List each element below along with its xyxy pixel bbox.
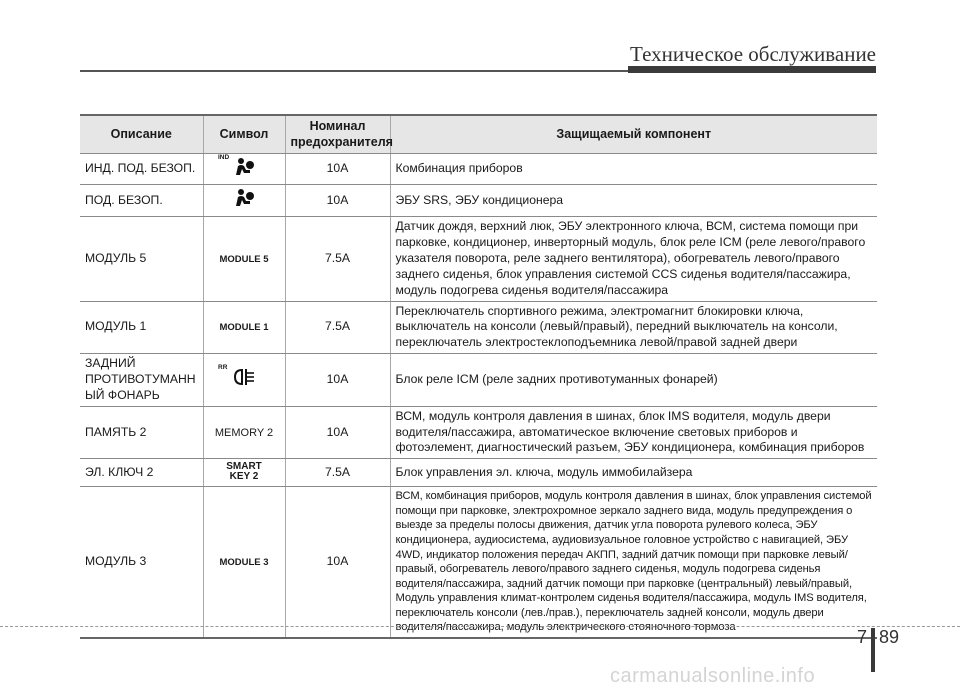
fuse-symbol: [203, 354, 285, 407]
fuse-table: [80, 114, 877, 639]
header-bar: [628, 66, 876, 73]
table-row: [80, 459, 877, 487]
fuse-symbol: [203, 217, 285, 301]
fuse-symbol: [203, 487, 285, 638]
fuse-rating: 7.5A: [285, 459, 390, 487]
fuse-component: ЭБУ SRS, ЭБУ кондиционера: [390, 185, 877, 217]
fuse-rating: 10A: [285, 487, 390, 638]
fuse-component: ВСМ, комбинация приборов, модуль контроля давления в шинах, блок управления системой помощи при парковке, электрохромное зеркало заднего вида, модуль предупреждения о выезде за пределы полосы движения, датчик угла поворота рулевого колеса, ЭБУ кондиционера, аудиосистема, аудиовизуальное головное устройство с навигацией, ЭБУ 4WD, индикатор положения передач АКПП, задний датчик помощи при парковке левый/правый, обогреватель левого/правого заднего сиденья, модуль подогрева сиденья водителя/пассажира, задний датчик помощи при парковке (центральный) левый/правый, Модуль управления климат-контролем сиденья водителя/пассажира, модуль IMS водителя, переключатель консоли (лев./прав.), переключатель задней консоли, модуль двери водителя/пассажира, модуль электрического стояночного тормоза: [390, 487, 877, 638]
fuse-rating: 10A: [285, 406, 390, 459]
fuse-rating: 7.5A: [285, 301, 390, 354]
fuse-symbol: [203, 153, 285, 185]
airbag-icon: [232, 188, 256, 208]
column-header-rating: Номинал предохранителя: [285, 115, 390, 153]
page-number-separator: [871, 628, 875, 672]
table-header-row: [80, 115, 877, 153]
column-header-component: Защищаемый компонент: [390, 115, 877, 153]
symbol-tag: IND: [218, 153, 230, 161]
fuse-description: ЗАДНИЙ ПРОТИВОТУМАНН ЫЙ ФОНАРЬ: [80, 354, 203, 407]
symbol-label: MODULE 5: [219, 253, 269, 265]
table-row: [80, 487, 877, 638]
fuse-component: Датчик дождя, верхний люк, ЭБУ электронного ключа, ВСМ, система помощи при парковке, кондиционер, инверторный модуль, блок реле ICM (реле левого/правого указателя поворота, реле заднего вентилятора), обогреватель левого/правого заднего сиденья, блок управления системой CCS сиденья водителя/пассажира, модуль подогрева сиденья водителя/пассажира: [390, 217, 877, 301]
fuse-rating: 10A: [285, 354, 390, 407]
fuse-description: МОДУЛЬ 1: [80, 301, 203, 354]
header-rule: [80, 70, 628, 72]
airbag-indicator-icon: [232, 157, 256, 177]
fuse-symbol: [203, 459, 285, 487]
table-row: [80, 406, 877, 459]
chapter-number: 7: [857, 627, 868, 647]
fuse-description: МОДУЛЬ 3: [80, 487, 203, 638]
fuse-symbol: [203, 406, 285, 459]
fuse-description: ИНД. ПОД. БЕЗОП.: [80, 153, 203, 185]
fuse-component: ВСМ, модуль контроля давления в шинах, блок IMS водителя, модуль двери водителя/пассажира, автоматическое включение световых приборов и фотоэлемент, диагностический разъем, ЭБУ кондиционера, комбинация приборов: [390, 406, 877, 459]
watermark-text: carmanualsonline.info: [610, 665, 816, 687]
fuse-rating: 10A: [285, 153, 390, 185]
fuse-rating: 10A: [285, 185, 390, 217]
fuse-component: Блок реле ICM (реле задних противотуманных фонарей): [390, 354, 877, 407]
table-row: [80, 354, 877, 407]
fuse-component: Переключатель спортивного режима, электромагнит блокировки ключа, выключатель на консоли (левый/правый), передний выключатель на консоли, переключатель электростеклоподъемника левой/правой задней двери: [390, 301, 877, 354]
fuse-description: МОДУЛЬ 5: [80, 217, 203, 301]
table-row: [80, 301, 877, 354]
fuse-symbol: [203, 185, 285, 217]
symbol-label: MODULE 1: [219, 322, 269, 334]
symbol-label: MODULE 3: [219, 557, 269, 569]
column-header-symbol: Символ: [203, 115, 285, 153]
page-number: 89: [879, 627, 900, 647]
table-row: [80, 217, 877, 301]
fuse-description: ЭЛ. КЛЮЧ 2: [80, 459, 203, 487]
symbol-tag: RR: [218, 364, 228, 372]
rear-fog-lamp-icon: [232, 367, 258, 387]
column-header-description: Описание: [80, 115, 203, 153]
fuse-description: ПОД. БЕЗОП.: [80, 185, 203, 217]
footer-divider: [0, 626, 960, 627]
section-title: Техническое обслуживание: [630, 42, 876, 66]
fuse-component: Блок управления эл. ключа, модуль иммобилайзера: [390, 459, 877, 487]
fuse-symbol: [203, 301, 285, 354]
fuse-rating: 7.5A: [285, 217, 390, 301]
symbol-label: MEMORY 2: [214, 426, 274, 439]
symbol-label: SMART KEY 2: [226, 460, 262, 483]
fuse-description: ПАМЯТЬ 2: [80, 406, 203, 459]
table-row: [80, 185, 877, 217]
table-row: [80, 153, 877, 185]
fuse-component: Комбинация приборов: [390, 153, 877, 185]
